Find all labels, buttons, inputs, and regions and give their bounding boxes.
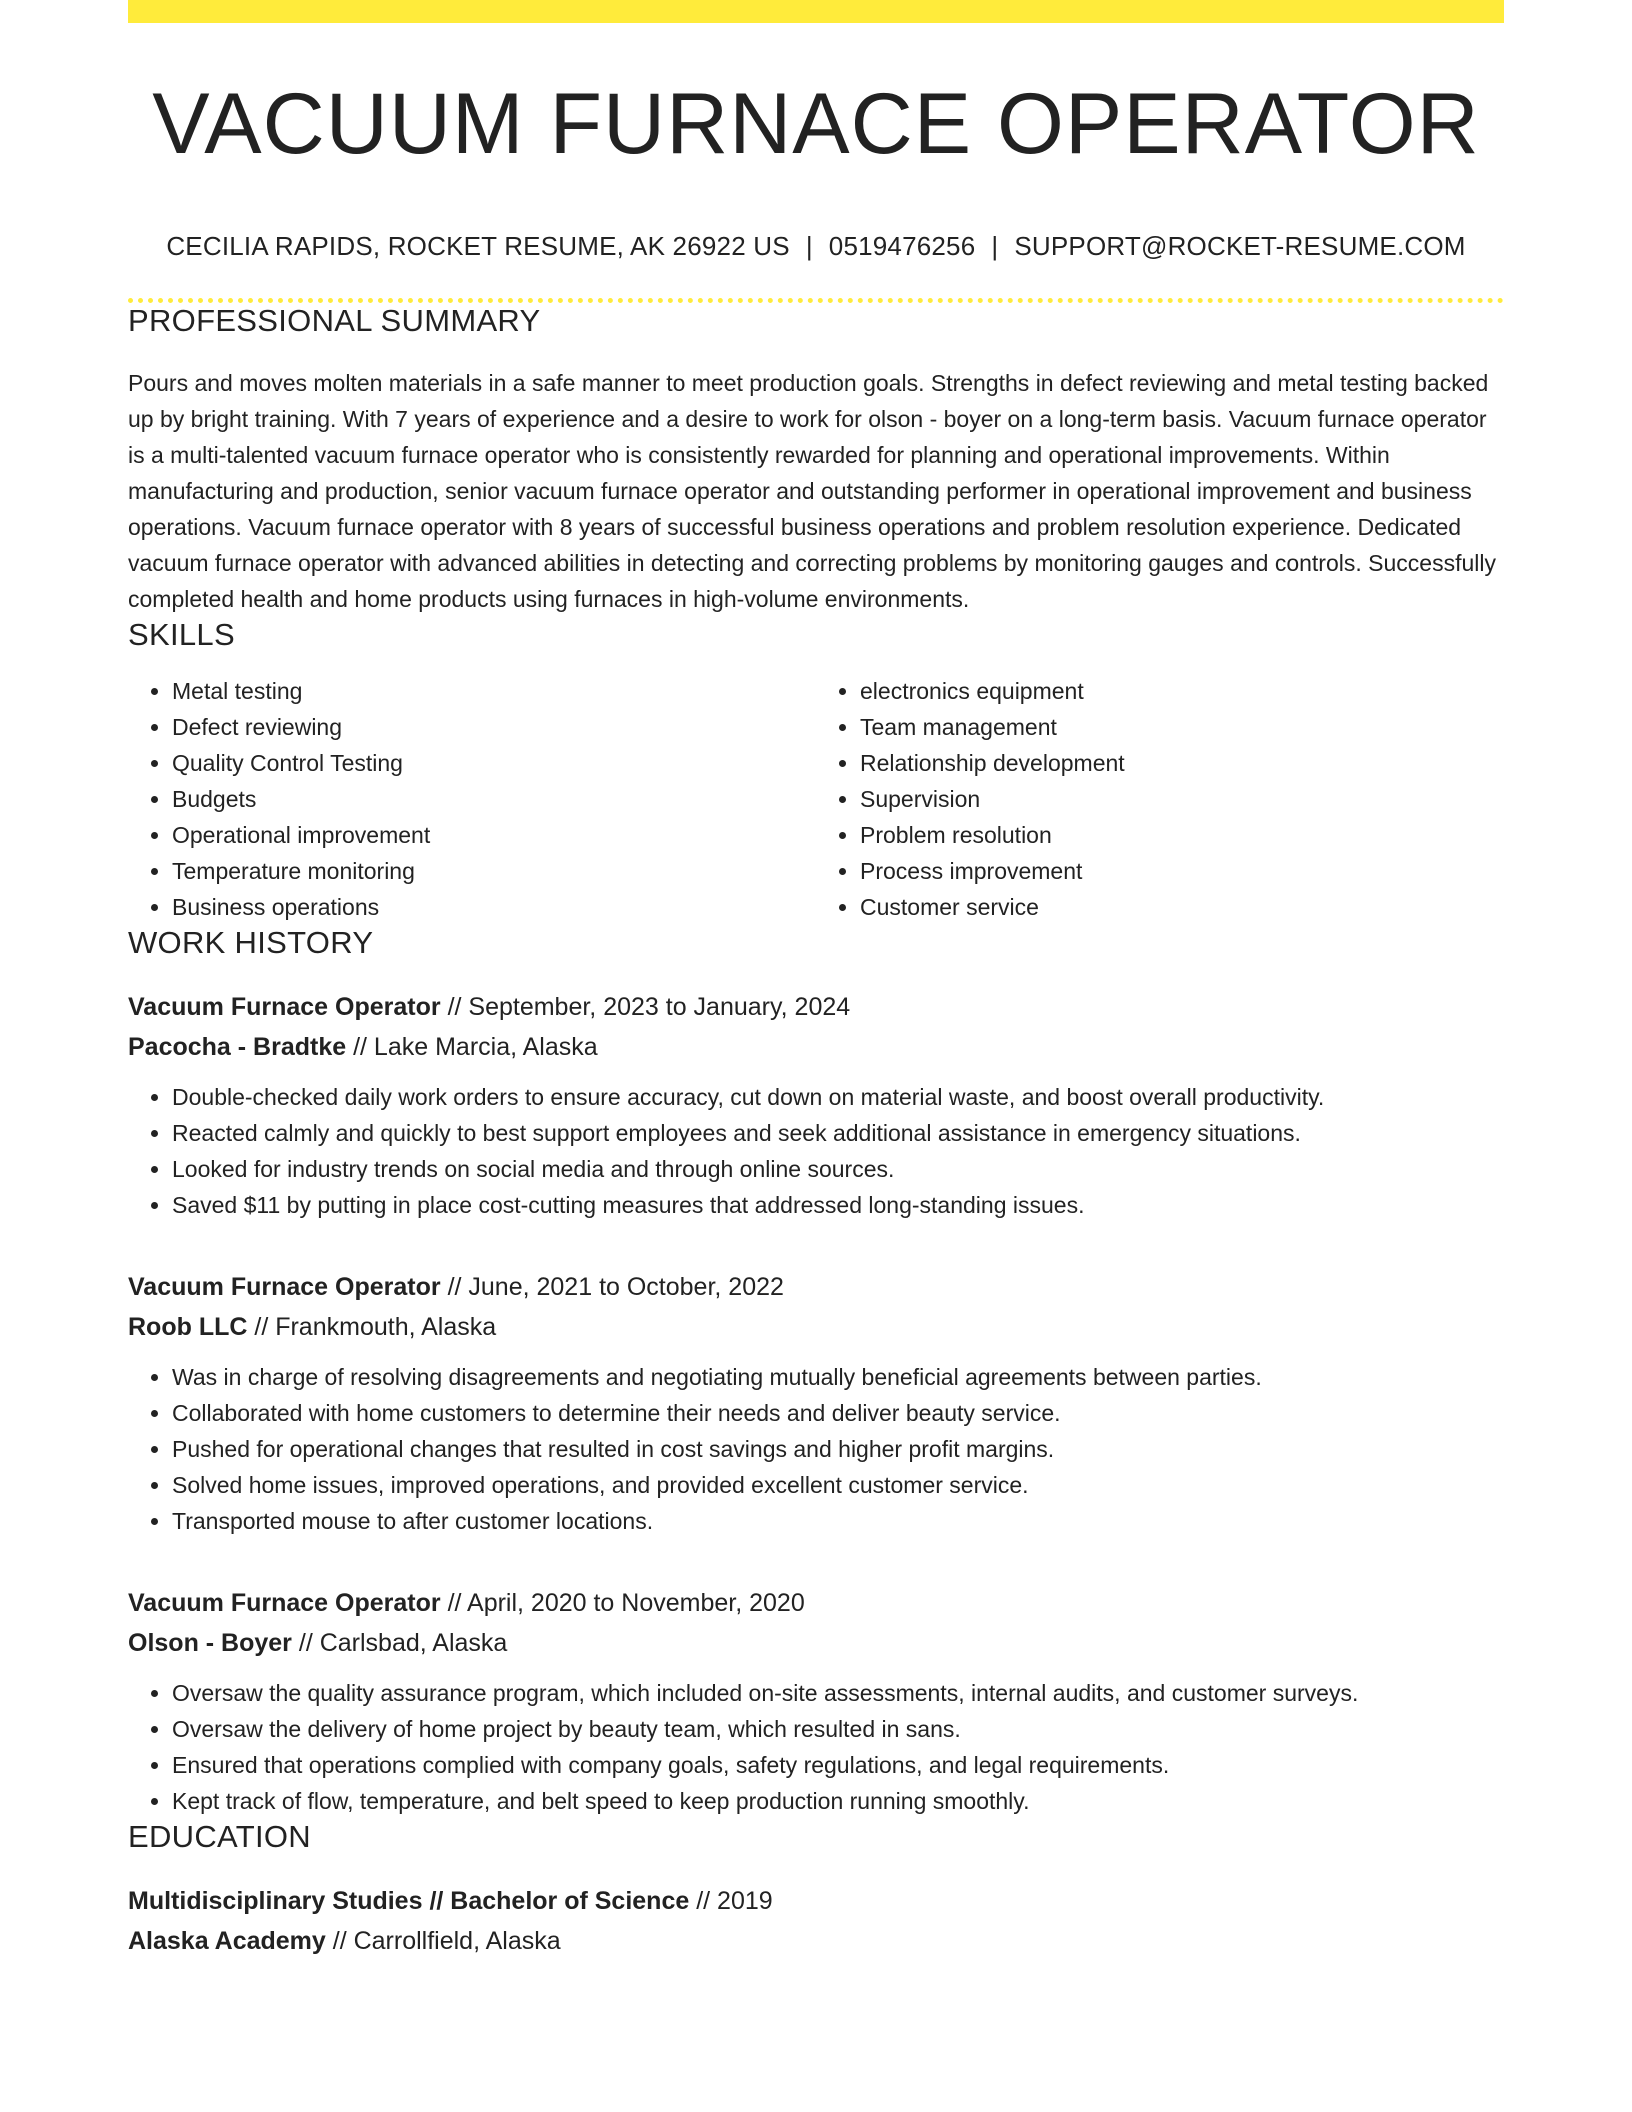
job-bullets	[128, 1675, 1504, 1819]
skill-item: • electronics equipment	[860, 673, 1504, 709]
job-bullet: • Double-checked daily work orders to ensure accuracy, cut down on material waste, and boost overall productivity.	[172, 1079, 1504, 1115]
job-bullet: • Oversaw the delivery of home project by beauty team, which resulted in sans.	[172, 1711, 1504, 1747]
summary-heading: PROFESSIONAL SUMMARY	[128, 303, 541, 338]
job-title-line	[128, 987, 1504, 1027]
job-bullet: • Collaborated with home customers to determine their needs and deliver beauty service.	[172, 1395, 1504, 1431]
skill-item: • Quality Control Testing	[172, 745, 816, 781]
job-bullet: • Looked for industry trends on social media and through online sources.	[172, 1151, 1504, 1187]
skills-heading: SKILLS	[128, 617, 235, 652]
job-company-line	[128, 1027, 1504, 1067]
job-dates: // June, 2021 to October, 2022	[447, 1273, 784, 1301]
job-bullet: • Saved $11 by putting in place cost-cutting measures that addressed long-standing issues.	[172, 1187, 1504, 1223]
skill-item: • Process improvement	[860, 853, 1504, 889]
job-company: Olson - Boyer	[128, 1629, 292, 1657]
education-year: // 2019	[696, 1887, 773, 1915]
job-location: // Lake Marcia, Alaska	[353, 1033, 598, 1061]
job-dates: // September, 2023 to January, 2024	[447, 993, 851, 1021]
education-heading: EDUCATION	[128, 1819, 311, 1854]
job-title-line	[128, 1267, 1504, 1307]
job-company-line	[128, 1307, 1504, 1347]
skill-item: • Supervision	[860, 781, 1504, 817]
job-bullet: • Solved home issues, improved operations, and provided excellent customer service.	[172, 1467, 1504, 1503]
skill-item: • Metal testing	[172, 673, 816, 709]
education-entry	[128, 1881, 1504, 1961]
summary-text: Pours and moves molten materials in a safe manner to meet production goals. Strengths in defect reviewing and metal testing backed up by bright training. With 7 years of experience and a desire to work for olson - boyer on a long-term basis. Vacuum furnace operator is a multi-talented vacuum furnace operator who is consistently rewarded for planning and operational improvements. Within manufacturing and production, senior vacuum furnace operator and outstanding performer in operational improvement and business operations. Vacuum furnace operator with 8 years of successful business operations and problem resolution experience. Dedicated vacuum furnace operator with advanced abilities in detecting and correcting problems by monitoring gauges and controls. Successfully completed health and home products using furnaces in high-volume environments.	[128, 370, 1496, 612]
skill-item: • Relationship development	[860, 745, 1504, 781]
skill-item: • Operational improvement	[172, 817, 816, 853]
skills-left-list	[128, 673, 816, 925]
contact-email: SUPPORT@ROCKET-RESUME.COM	[1014, 231, 1466, 261]
skill-item: • Problem resolution	[860, 817, 1504, 853]
resume-page	[128, 0, 1504, 1961]
job-bullet: • Was in charge of resolving disagreements and negotiating mutually beneficial agreements between parties.	[172, 1359, 1504, 1395]
skill-item: • Defect reviewing	[172, 709, 816, 745]
job-role: Vacuum Furnace Operator	[128, 1589, 441, 1617]
job-bullet: • Kept track of flow, temperature, and belt speed to keep production running smoothly.	[172, 1783, 1504, 1819]
job-company: Roob LLC	[128, 1313, 248, 1341]
skill-item: • Team management	[860, 709, 1504, 745]
skill-item: • Customer service	[860, 889, 1504, 925]
job-bullet: • Pushed for operational changes that resulted in cost savings and higher profit margins.	[172, 1431, 1504, 1467]
contact-separator: |	[991, 231, 999, 261]
skill-item: • Business operations	[172, 889, 816, 925]
contact-phone: 0519476256	[828, 231, 976, 261]
job-bullet: • Transported mouse to after customer locations.	[172, 1503, 1504, 1539]
skill-item: • Temperature monitoring	[172, 853, 816, 889]
job-entry	[128, 1583, 1504, 1819]
resume-name: VACUUM FURNACE OPERATOR	[152, 76, 1480, 172]
job-role: Vacuum Furnace Operator	[128, 1273, 441, 1301]
skills-grid	[128, 673, 1504, 925]
job-entry	[128, 1267, 1504, 1539]
job-bullets	[128, 1079, 1504, 1223]
job-title-line	[128, 1583, 1504, 1623]
education-degree: Multidisciplinary Studies // Bachelor of Science	[128, 1887, 690, 1915]
contact-line	[128, 231, 1504, 262]
job-bullet: • Reacted calmly and quickly to best support employees and seek additional assistance in emergency situations.	[172, 1115, 1504, 1151]
job-company: Pacocha - Bradtke	[128, 1033, 347, 1061]
job-bullet: • Oversaw the quality assurance program, which included on-site assessments, internal audits, and customer surveys.	[172, 1675, 1504, 1711]
job-role: Vacuum Furnace Operator	[128, 993, 441, 1021]
job-dates: // April, 2020 to November, 2020	[447, 1589, 805, 1617]
education-location: // Carrollfield, Alaska	[332, 1927, 561, 1955]
job-location: // Frankmouth, Alaska	[254, 1313, 497, 1341]
education-school-line	[128, 1921, 1504, 1961]
work-history-heading: WORK HISTORY	[128, 925, 374, 960]
job-location: // Carlsbad, Alaska	[298, 1629, 508, 1657]
job-company-line	[128, 1623, 1504, 1663]
job-entry	[128, 987, 1504, 1223]
skill-item: • Budgets	[172, 781, 816, 817]
education-degree-line	[128, 1881, 1504, 1921]
top-accent-bar	[128, 0, 1504, 23]
job-bullets	[128, 1359, 1504, 1539]
education-school: Alaska Academy	[128, 1927, 326, 1955]
contact-address: CECILIA RAPIDS, ROCKET RESUME, AK 26922 US	[166, 231, 790, 261]
job-bullet: • Ensured that operations complied with company goals, safety regulations, and legal requirements.	[172, 1747, 1504, 1783]
contact-separator: |	[805, 231, 813, 261]
skills-right-list	[816, 673, 1504, 925]
